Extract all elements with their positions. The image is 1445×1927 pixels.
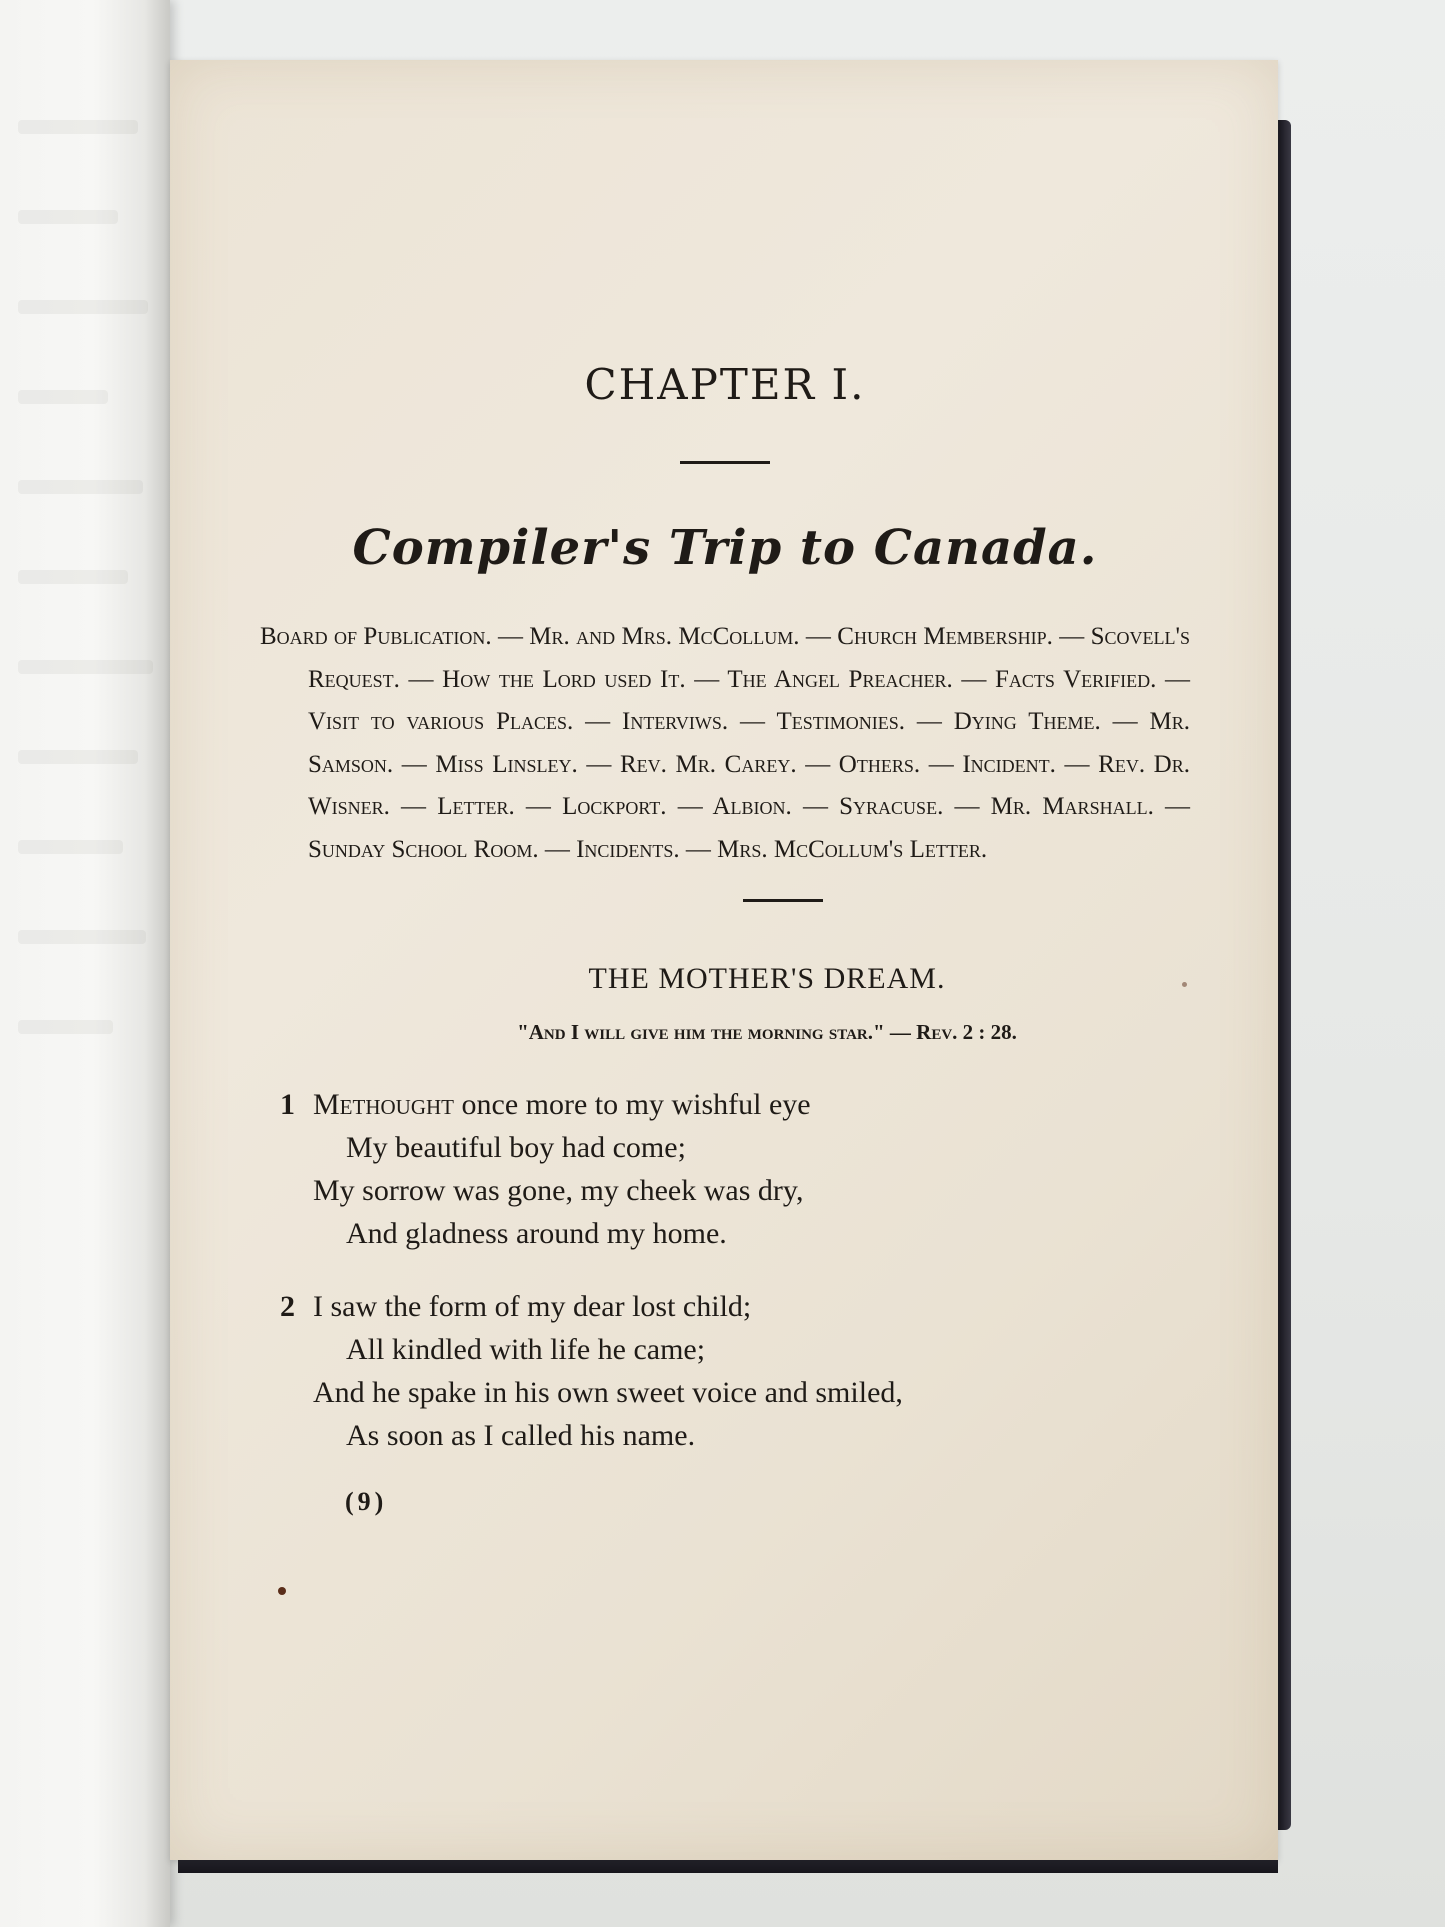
- stanza-line: My beautiful boy had come;: [346, 1131, 686, 1164]
- stanza-number: 2: [280, 1290, 295, 1323]
- bleed-through-text: [18, 210, 118, 224]
- stanza-first-word: Methought: [313, 1088, 454, 1121]
- stanza-line: All kindled with life he came;: [346, 1333, 706, 1366]
- poem-epigraph: "And I will give him the morning star." — Rev. 2 : 28.: [517, 1020, 1017, 1044]
- section-rule: [743, 899, 823, 902]
- stanza-line: And he spake in his own sweet voice and smiled,: [313, 1376, 903, 1409]
- bleed-through-text: [18, 840, 123, 854]
- stanza-line: [280, 1083, 1190, 1126]
- stanza-line-text: once more to my wishful eye: [454, 1088, 811, 1121]
- bleed-through-text: [18, 660, 153, 674]
- stanza-line: As soon as I called his name.: [346, 1419, 696, 1452]
- stanza-line: My sorrow was gone, my cheek was dry,: [313, 1174, 804, 1207]
- poem-stanza: [280, 1285, 1190, 1457]
- bleed-through-text: [18, 120, 138, 134]
- stanza-line: [280, 1285, 1190, 1328]
- bleed-through-text: [18, 1020, 113, 1034]
- chapter-heading: CHAPTER I.: [584, 360, 866, 409]
- poem-stanza: [280, 1083, 1190, 1255]
- heading-rule: [680, 461, 770, 464]
- stanza-line-text: saw the form of my dear lost child;: [323, 1290, 752, 1323]
- bleed-through-text: [18, 570, 128, 584]
- page-number: (9): [345, 1487, 388, 1516]
- poem-title: THE MOTHER'S DREAM.: [588, 962, 946, 995]
- chapter-synopsis: Board of Publication. — Mr. and Mrs. McCollum. — Church Membership. — Scovell's Request. — How the Lord used It. — The Angel Preacher. — Facts Verified. — Visit to various Places. — Interviws. — Testimonies. — Dying Theme. — Mr. Samson. — Miss Linsley. — Rev. Mr. Carey. — Others. — Incident. — Rev. Dr. Wisner. — Letter. — Lockport. — Albion. — Syracuse. — Mr. Marshall. — Sunday School Room. — Incidents. — Mrs. McCollum's Letter.: [260, 623, 1190, 863]
- bleed-through-text: [18, 750, 138, 764]
- bleed-through-text: [18, 930, 146, 944]
- bleed-through-text: [18, 390, 108, 404]
- stanza-number: 1: [280, 1088, 295, 1121]
- foxing-spot: [278, 1587, 286, 1595]
- chapter-subtitle: Compiler's Trip to Canada.: [352, 520, 1098, 576]
- book-page: [170, 60, 1278, 1860]
- bleed-through-text: [18, 300, 148, 314]
- bleed-through-text: [18, 480, 143, 494]
- stanza-first-word: I: [313, 1290, 323, 1323]
- stanza-line: And gladness around my home.: [346, 1217, 727, 1250]
- left-facing-page: [0, 0, 170, 1927]
- page-content: [260, 360, 1190, 1517]
